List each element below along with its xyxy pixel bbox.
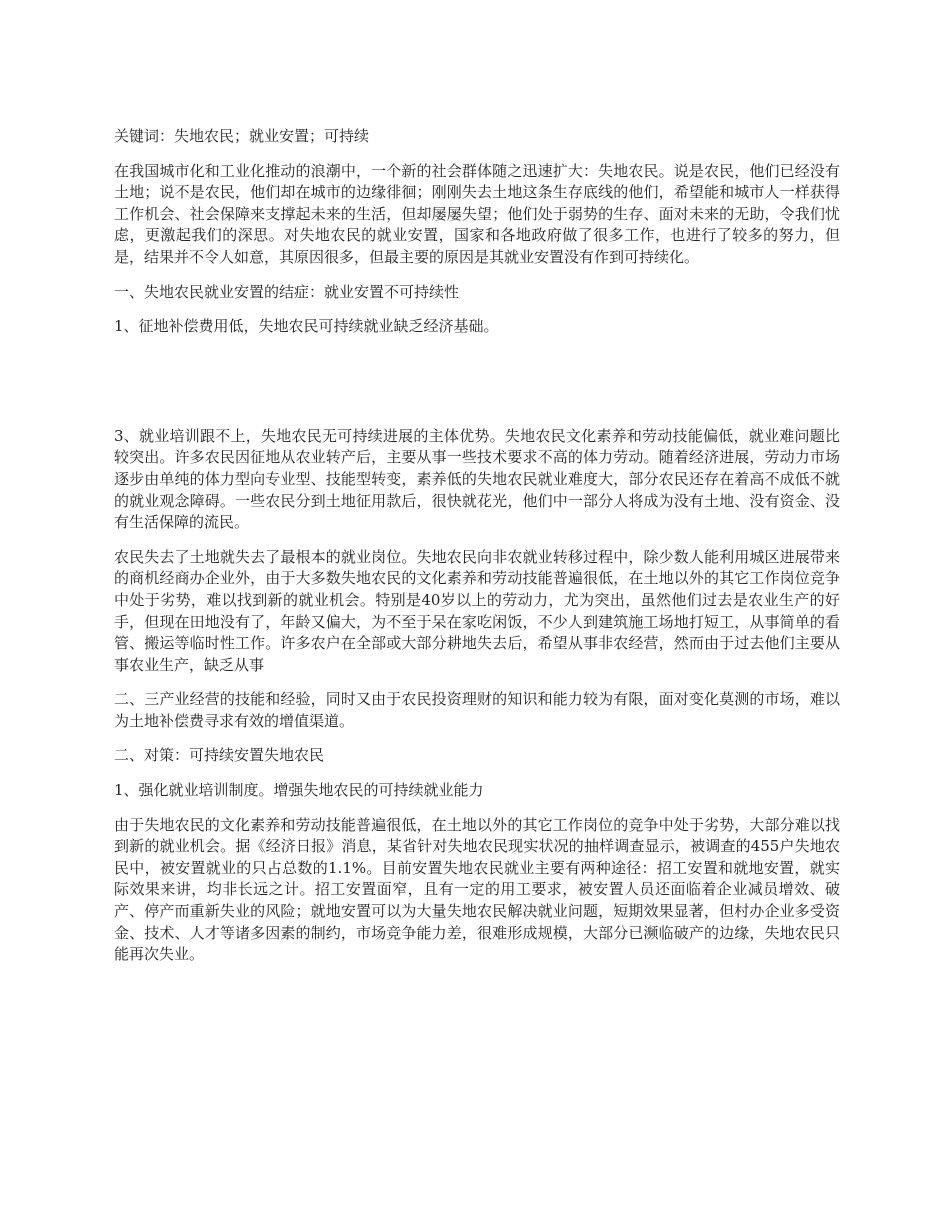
land-loss-paragraph: 农民失去了土地就失去了最根本的就业岗位。失地农民向非农就业转移过程中，除少数人能利用城区进展带来的商机经商办企业外，由于大多数失地农民的文化素养和劳动技能普遍很低，在土地以外的其它工作岗位竞争中处于劣势，难以找到新的就业机会。特别是40岁以上的劳动力，尤为突出，虽然他们过去是农业生产的好手，但现在田地没有了，年龄又偏大，为不至于呆在家吃闲饭，不少人到建筑施工场地打短工，从事简单的看管、搬运等临时性工作。许多农户在全部或大部分耕地失去后，希望从事非农经营，然而由于过去他们主要从事农业生产，缺乏从事 [114, 547, 840, 674]
point-3-paragraph: 3、就业培训跟不上，失地农民无可持续进展的主体优势。失地农民文化素养和劳动技能偏低，就业难问题比较突出。许多农民因征地从农业转产后，主要从事一些技术要求不高的体力劳动。随着经济进展，劳动力市场逐步由单纯的体力型向专业型、技能型转变，素养低的失地农民就业难度大，部分农民还存在着高不成低不就的就业观念障碍。一些农民分到土地征用款后，很快就花光，他们中一部分人将成为没有土地、没有资金、没有生活保障的流民。 [114, 426, 840, 532]
point-1-paragraph: 1、征地补偿费用低，失地农民可持续就业缺乏经济基础。 [114, 317, 499, 336]
intro-paragraph: 在我国城市化和工业化推动的浪潮中，一个新的社会群体随之迅速扩大：失地农民。说是农民，他们已经没有土地；说不是农民，他们却在城市的边缘徘徊；刚刚失去土地这条生存底线的他们，希望能和城市人一样获得工作机会、社会保障来支撑起未来的生活，但却屡屡失望；他们处于弱势的生存、面对未来的无助，令我们忧虑，更激起我们的深思。对失地农民的就业安置，国家和各地政府做了很多工作，也进行了较多的努力，但是，结果并不令人如意，其原因很多，但最主要的原因是其就业安置没有作到可持续化。 [114, 161, 840, 266]
tertiary-industry-paragraph: 二、三产业经营的技能和经验，同时又由于农民投资理财的知识和能力较为有限，面对变化莫测的市场，难以为土地补偿费寻求有效的增值渠道。 [114, 690, 840, 730]
document-body [114, 126, 840, 979]
final-paragraph: 由于失地农民的文化素养和劳动技能普遍很低，在土地以外的其它工作岗位的竞争中处于劣势，大部分难以找到新的就业机会。据《经济日报》消息，某省针对失地农民现实状况的抽样调查显示，被调查的455户失地农民中，被安置就业的只占总数的1.1%。目前安置失地农民就业主要有两种途径：招工安置和就地安置，就实际效果来讲，均非长远之计。招工安置面窄，且有一定的用工要求，被安置人员还面临着企业减员增效、破产、停产而重新失业的风险；就地安置可以为大量失地农民解决就业问题，短期效果显著，但村办企业多受资金、技术、人才等诸多因素的制约，市场竞争能力差，很难形成规模，大部分已濒临破产的边缘，失地农民只能再次失业。 [114, 815, 840, 964]
keywords-line: 关键词：失地农民；就业安置；可持续 [114, 127, 370, 145]
training-point-paragraph: 1、强化就业培训制度。增强失地农民的可持续就业能力 [114, 781, 484, 800]
section-heading-2: 二、对策：可持续安置失地农民 [114, 746, 325, 765]
section-heading-1: 一、失地农民就业安置的结症：就业安置不可持续性 [114, 282, 460, 301]
blank-gap [114, 351, 840, 426]
